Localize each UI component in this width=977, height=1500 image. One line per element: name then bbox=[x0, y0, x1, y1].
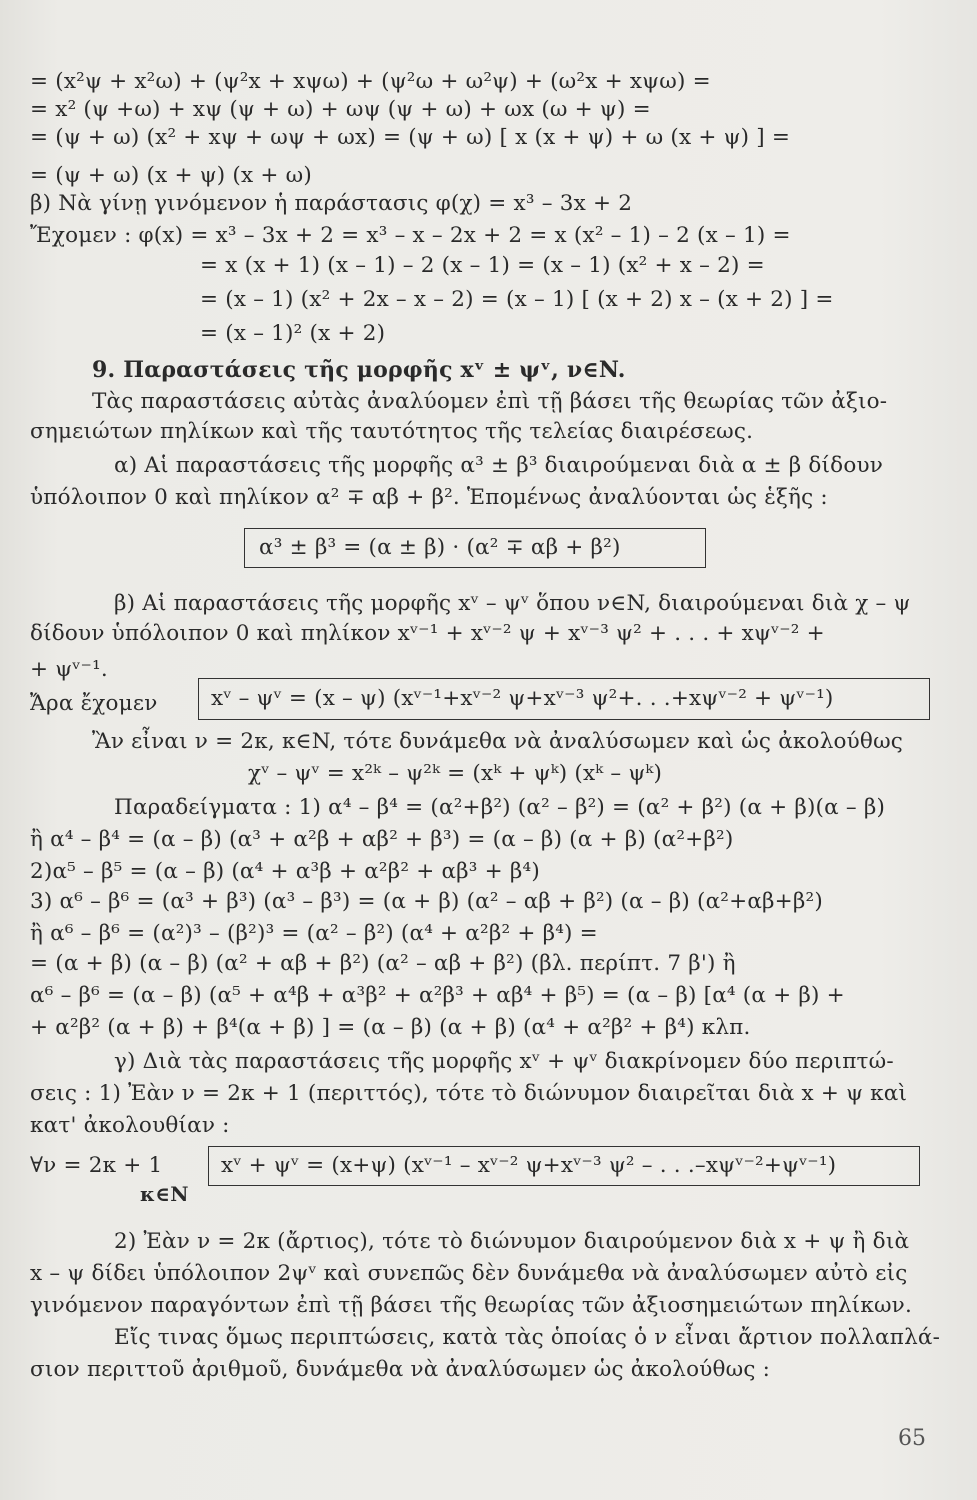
text-line: Ἂν εἶναι ν = 2κ, κ∈N, τότε δυνάμεθα νὰ ἀναλύσωμεν καὶ ὡς ἀκολούθως bbox=[92, 729, 904, 754]
text-line: κ∈N bbox=[140, 1182, 189, 1206]
text-line: ∀ν = 2κ + 1 bbox=[30, 1153, 163, 1178]
formula-text: xᵛ – ψᵛ = (x – ψ) (xᵛ⁻¹+xᵛ⁻² ψ+xᵛ⁻³ ψ²+. . .+xψᵛ⁻² + ψᵛ⁻¹) bbox=[211, 686, 834, 711]
text-line: = x (x + 1) (x – 1) – 2 (x – 1) = (x – 1) (x² + x – 2) = bbox=[200, 253, 765, 278]
text-line: σημειώτων πηλίκων καὶ τῆς ταυτότητος τῆς τελείας διαιρέσεως. bbox=[30, 419, 754, 444]
text-line: α) Αἱ παραστάσεις τῆς μορφῆς α³ ± β³ διαιρούμεναι διὰ α ± β δίδουν bbox=[114, 453, 884, 478]
text-line: ἢ α⁶ – β⁶ = (α²)³ – (β²)³ = (α² – β²) (α⁴ + α²β² + β⁴) = bbox=[30, 921, 598, 946]
text-line: + α²β² (α + β) + β⁴(α + β) ] = (α – β) (α + β) (α⁴ + α²β² + β⁴) κλπ. bbox=[30, 1015, 751, 1040]
text-line: Ἔχομεν : φ(x) = x³ – 3x + 2 = x³ – x – 2x + 2 = x (x² – 1) – 2 (x – 1) = bbox=[30, 223, 791, 248]
text-line: = (x – 1) (x² + 2x – x – 2) = (x – 1) [ (x + 2) x – (x + 2) ] = bbox=[200, 287, 834, 312]
formula-text: α³ ± β³ = (α ± β) · (α² ∓ αβ + β²) bbox=[259, 535, 621, 560]
page-number: 65 bbox=[898, 1426, 926, 1451]
text-line: ὑπόλοιπον 0 καὶ πηλίκον α² ∓ αβ + β². Ἑπομένως ἀναλύονται ὡς ἑξῆς : bbox=[30, 485, 828, 510]
text-line: κατ' ἀκολουθίαν : bbox=[30, 1113, 230, 1138]
formula-box bbox=[198, 678, 930, 720]
text-line: χᵛ – ψᵛ = x²ᵏ – ψ²ᵏ = (xᵏ + ψᵏ) (xᵏ – ψᵏ) bbox=[248, 761, 663, 786]
text-line: = (ψ + ω) (x + ψ) (x + ω) bbox=[30, 163, 312, 188]
section-heading: 9. Παραστάσεις τῆς μορφῆς xᵛ ± ψᵛ, ν∈N. bbox=[92, 357, 626, 383]
text-line: 2) Ἐὰν ν = 2κ (ἄρτιος), τότε τὸ διώνυμον διαιρούμενον διὰ x + ψ ἢ διὰ bbox=[114, 1229, 910, 1254]
text-line: σιον περιττοῦ ἀριθμοῦ, δυνάμεθα νὰ ἀναλύσωμεν ὡς ἀκολούθως : bbox=[30, 1357, 771, 1382]
examples-line: Παραδείγματα : 1) α⁴ – β⁴ = (α²+β²) (α² – β²) = (α² + β²) (α + β)(α – β) bbox=[114, 795, 886, 820]
text-line: Εἴς τινας ὅμως περιπτώσεις, κατὰ τὰς ὁποίας ὁ ν εἶναι ἄρτιον πολλαπλά- bbox=[114, 1325, 941, 1350]
text-line: δίδουν ὑπόλοιπον 0 καὶ πηλίκον xᵛ⁻¹ + xᵛ⁻² ψ + xᵛ⁻³ ψ² + . . . + xψᵛ⁻² + bbox=[30, 621, 825, 646]
text-line: β) Αἱ παραστάσεις τῆς μορφῆς xᵛ – ψᵛ ὅπου ν∈N, διαιρούμεναι διὰ χ – ψ bbox=[114, 591, 911, 616]
text-line: 2)α⁵ – β⁵ = (α – β) (α⁴ + α³β + α²β² + αβ³ + β⁴) bbox=[30, 859, 540, 884]
text-line: + ψᵛ⁻¹. bbox=[30, 657, 108, 682]
text-line: γ) Διὰ τὰς παραστάσεις τῆς μορφῆς xᵛ + ψᵛ διακρίνομεν δύο περιπτώ- bbox=[114, 1049, 894, 1074]
formula-box bbox=[208, 1146, 920, 1186]
text-line: = (x – 1)² (x + 2) bbox=[200, 321, 386, 346]
text-line: = (x²ψ + x²ω) + (ψ²x + xψω) + (ψ²ω + ω²ψ) + (ω²x + xψω) = bbox=[30, 69, 711, 94]
formula-box bbox=[244, 528, 706, 568]
text-line: Τὰς παραστάσεις αὐτὰς ἀναλύομεν ἐπὶ τῇ βάσει τῆς θεωρίας τῶν ἀξιο- bbox=[92, 389, 888, 414]
text-line: x – ψ δίδει ὑπόλοιπον 2ψᵛ καὶ συνεπῶς δὲν δυνάμεθα νὰ ἀναλύσωμεν αὐτὸ εἰς bbox=[30, 1261, 908, 1286]
text-line: Ἄρα ἔχομεν bbox=[30, 691, 158, 716]
text-line: 3) α⁶ – β⁶ = (α³ + β³) (α³ – β³) = (α + β) (α² – αβ + β²) (α – β) (α²+αβ+β²) bbox=[30, 889, 823, 914]
text-line: β) Νὰ γίνῃ γινόμενον ἡ παράστασις φ(χ) = x³ – 3x + 2 bbox=[30, 191, 633, 216]
text-line: = (ψ + ω) (x² + xψ + ωψ + ωx) = (ψ + ω) [ x (x + ψ) + ω (x + ψ) ] = bbox=[30, 125, 791, 150]
text-line: = (α + β) (α – β) (α² + αβ + β²) (α² – αβ + β²) (βλ. περίπτ. 7 β') ἢ bbox=[30, 951, 736, 976]
text-line: ἢ α⁴ – β⁴ = (α – β) (α³ + α²β + αβ² + β³) = (α – β) (α + β) (α²+β²) bbox=[30, 827, 734, 852]
text-line: = x² (ψ +ω) + xψ (ψ + ω) + ωψ (ψ + ω) + ωx (ω + ψ) = bbox=[30, 97, 651, 122]
text-line: α⁶ – β⁶ = (α – β) (α⁵ + α⁴β + α³β² + α²β³ + αβ⁴ + β⁵) = (α – β) [α⁴ (α + β) + bbox=[30, 983, 845, 1008]
text-line: γινόμενον παραγόντων ἐπὶ τῇ βάσει τῆς θεωρίας τῶν ἀξιοσημειώτων πηλίκων. bbox=[30, 1293, 912, 1318]
text-line: σεις : 1) Ἐὰν ν = 2κ + 1 (περιττός), τότε τὸ διώνυμον διαιρεῖται διὰ x + ψ καὶ bbox=[30, 1081, 908, 1106]
formula-text: xᵛ + ψᵛ = (x+ψ) (xᵛ⁻¹ – xᵛ⁻² ψ+xᵛ⁻³ ψ² – . . .–xψᵛ⁻²+ψᵛ⁻¹) bbox=[221, 1153, 837, 1178]
